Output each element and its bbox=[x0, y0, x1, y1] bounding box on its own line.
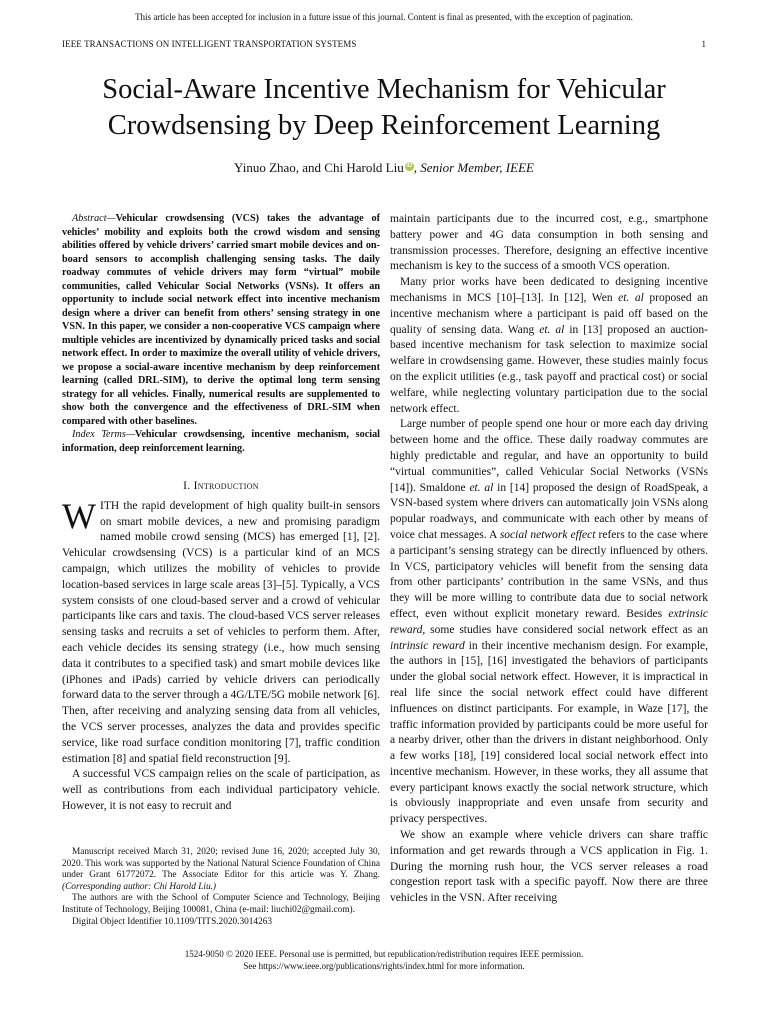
author-line bbox=[0, 160, 768, 176]
copyright-notice bbox=[0, 948, 768, 972]
p3-term-intrinsic-reward: intrinsic reward bbox=[390, 639, 465, 652]
right-paragraph-1: maintain participants due to the incurred cost, e.g., smartphone battery power and 4G data consumption in both sensing and transmission processes. Therefore, designing an effective incentive mechanism is key to the success of a smooth VCS operation. bbox=[390, 213, 708, 273]
footnote-manuscript bbox=[62, 847, 380, 893]
intro-paragraph-2: A successful VCS campaign relies on the scale of participation, as well as contributions from each individual participatory vehicle. However, it is not easy to recruit and bbox=[62, 768, 380, 812]
author-membership: , Senior Member, IEEE bbox=[413, 160, 534, 175]
abstract-lead: Abstract— bbox=[72, 213, 116, 224]
left-column bbox=[62, 212, 380, 815]
p3-text-e: in their incentive mechanism design. For example, the authors in [15], [16] investigated the behaviors of participants under the global social network effect. However, it is impractical in real life since the social network effect could have different influences on distinct participants. For example, in Waze [17], the traffic information provided by participants could be more useful for a nearby driver, other than the drivers in distant neighborhood. Only a few works [18], [19] considered local social network effect into incentive mechanism. However, in these works, they all assume that every participant knows exactly the social network structure, which is obviously inappropriate and even unsafe from security and privacy perspectives. bbox=[390, 639, 708, 826]
page-number: 1 bbox=[701, 39, 706, 49]
right-paragraph-3 bbox=[390, 417, 708, 828]
copyright-line-1: 1524-9050 © 2020 IEEE. Personal use is permitted, but republication/redistribution requires IEEE permission. bbox=[184, 949, 584, 959]
copyright-line-2[interactable]: See https://www.ieee.org/publications/rights/index.html for more information. bbox=[243, 961, 525, 971]
footnote-doi: Digital Object Identifier 10.1109/TITS.2020.3014263 bbox=[72, 916, 273, 927]
paper-title: Social-Aware Incentive Mechanism for Vehicular Crowdsensing by Deep Reinforcement Learning bbox=[102, 74, 666, 141]
abstract bbox=[62, 212, 380, 428]
index-terms-text: Vehicular crowdsensing, incentive mechanism, social information, deep reinforcement learning. bbox=[62, 429, 380, 454]
author-names: Yinuo Zhao, and Chi Harold Liu bbox=[234, 160, 404, 175]
p3-text-b: in [14] proposed the design of RoadSpeak, a VSN-based system where drivers can automatically join VSNs along popular roadways, and communicate with each other by means of voice chat messages. A bbox=[390, 481, 709, 541]
p2-text-c: in [13] proposed an auction-based incentive mechanism for task selection to maximize social welfare in crowdsensing game. However, these studies mainly focus on the explicit utilities (e.g., task payoff and practical cost) or social welfare, while neglecting voluntary participation due to the social network effect. bbox=[390, 323, 708, 415]
orcid-icon[interactable]: iD bbox=[406, 163, 413, 169]
footnote-affiliation: The authors are with the School of Computer Science and Technology, Beijing Institute of Technology, Beijing 100081, China (e-mail: liuchi02@gmail.com). bbox=[62, 893, 380, 915]
intro-paragraph-1-text: ITH the rapid development of high quality built-in sensors on smart mobile devices, a new and promising paradigm named mobile crowd sensing (MCS) has emerged [1], [2]. Vehicular crowdsensing (VCS) is a particular kind of an MCS campaign, which utilizes the mobility of vehicles to provide location-based services in large scale areas [3]–[5]. Typically, a VCS system consists of one cloud-based server and a crowd of vehicular participants like cars and taxis. The cloud-based VCS server releases sensing tasks and recruits a set of vehicles to perform them. After, each vehicle decides its sensing strategy (i.e., how much sensing data it contributes to a specified task) and smart mobile devices like (iPhones and iPads) carried by vehicle drivers can periodically forward data to the server through a 4G/LTE/5G mobile network [6]. Then, after receiving and analyzing sensing data from all vehicles, the VCS server processes, analyzes the data and provides specific service, like road surface condition monitoring [7], traffic condition estimation [8] and spatial field reconstruction [9]. bbox=[62, 499, 380, 765]
section-title: Introduction bbox=[193, 480, 259, 492]
p3-etal: et. al bbox=[469, 481, 494, 494]
abstract-text: Vehicular crowdsensing (VCS) takes the advantage of vehicles’ mobility and exploits both the crowd wisdom and sensing abilities offered by vehicle drivers’ carried smart mobile devices and on-board sensors to accomplish challenging sensing tasks. The daily roadway commutes of vehicle drivers may form “virtual” mobile communities, called Vehicular Social Networks (VSNs). It offers an opportunity to include social network effect into incentive mechanism design where a driver can benefit from others’ sensing strategy in one VSN. In this paper, we consider a non-cooperative VCS campaign where multiple vehicles are incentivized by dynamically priced tasks and social network effect. In order to maximize the overall utility of vehicle drivers, we propose a social-aware incentive mechanism by deep reinforcement learning (called DRL-SIM), to derive the optimal long term sensing strategy for all vehicles. Finally, numerical results are supplemented to show both the convergence and the effectiveness of DRL-SIM when compared with other baselines. bbox=[62, 213, 380, 427]
footnote-manuscript-text: Manuscript received March 31, 2020; revised June 16, 2020; accepted July 30, 2020. This work was supported by the National Natural Science Foundation of China under Grant 61772072. The Associate Editor for this article was Y. Zhang. bbox=[62, 847, 380, 881]
right-paragraph-2 bbox=[390, 275, 708, 417]
right-paragraph-4: We show an example where vehicle drivers can share traffic information and get rewards through a VCS application in Fig. 1. During the morning rush hour, the VCS server releases a road congestion report task with a specific payoff. Now there are three vehicles in the VSN. After receiving bbox=[390, 829, 708, 905]
right-column bbox=[390, 212, 708, 907]
acceptance-notice: This article has been accepted for inclusion in a future issue of this journal. Content is final as presented, with the exception of pagination. bbox=[135, 12, 633, 22]
p3-text-c: refers to the case where a participant’s sensing strategy can be directly influenced by others. In VCS, participatory vehicles will benefit from the sensing data from other participants’ contribution in the same VSNs, and thus they will be more willing to contribute data due to social network effect, even without explicit monetary reward. Besides bbox=[390, 528, 708, 620]
section-heading bbox=[62, 479, 380, 495]
section-numeral: I. bbox=[183, 480, 194, 492]
drop-cap: W bbox=[62, 495, 96, 536]
p2-etal-1: et. al bbox=[618, 291, 644, 304]
p3-term-social-network-effect: social network effect bbox=[499, 528, 596, 541]
footnote-corresponding: (Corresponding author: Chi Harold Liu.) bbox=[62, 881, 217, 892]
intro-paragraph-1 bbox=[62, 495, 380, 768]
p2-etal-2: et. al bbox=[539, 323, 565, 336]
p3-term-extrinsic-reward: extrinsic reward bbox=[390, 607, 708, 636]
journal-running-head: IEEE TRANSACTIONS ON INTELLIGENT TRANSPORTATION SYSTEMS bbox=[62, 39, 357, 49]
index-terms bbox=[62, 428, 380, 455]
footnotes bbox=[62, 847, 380, 928]
p2-text-a: Many prior works have been dedicated to designing incentive mechanisms in MCS [10]–[13]. In [12], Wen bbox=[390, 276, 708, 304]
p2-text-b: proposed an incentive mechanism where a participant is paid off based on the quality of sensing data. Wang bbox=[390, 291, 708, 336]
p3-text-d: , some studies have considered social network effect as an bbox=[422, 623, 708, 636]
index-terms-lead: Index Terms— bbox=[72, 429, 135, 440]
p3-text-a: Large number of people spend one hour or more each day driving between home and the office. These daily roadway commutes are highly predictable and regular, and have an opportunity to build “virtual communities”, called Vehicular Social Networks (VSNs [14]). Smaldone bbox=[390, 418, 708, 494]
